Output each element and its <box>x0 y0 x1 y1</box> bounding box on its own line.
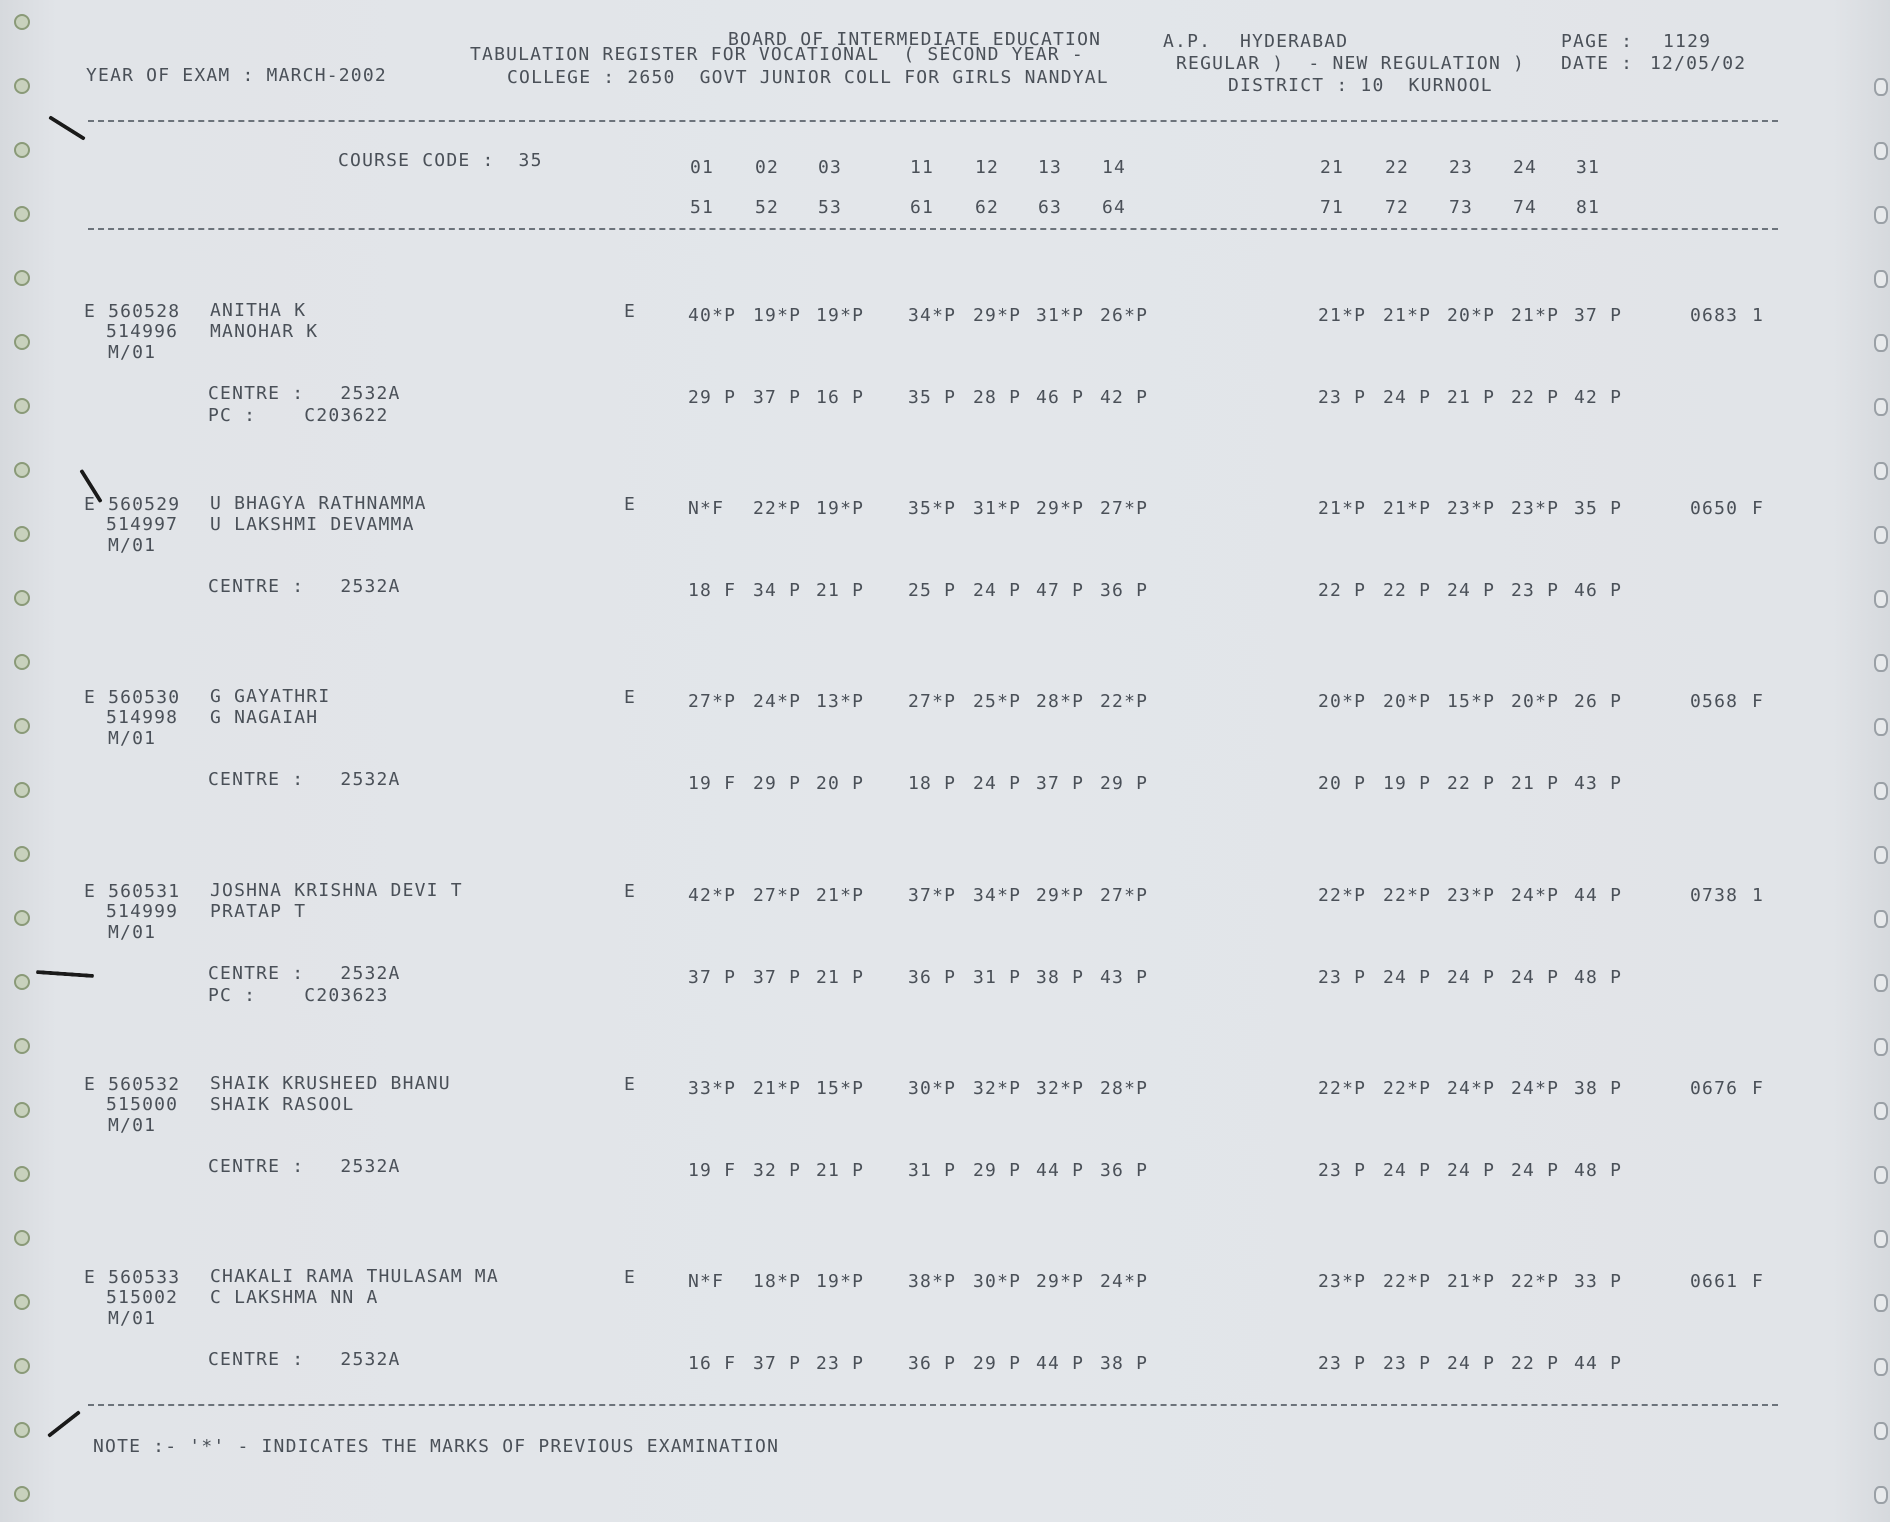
mark-cell: 19*P <box>753 305 802 326</box>
mark-cell: 24 P <box>1383 387 1432 408</box>
result-code: F <box>1752 1271 1765 1292</box>
mark-cell: 36 P <box>908 967 957 988</box>
mark-cell: 44 P <box>1574 1353 1623 1374</box>
course-code-cell: 73 <box>1449 197 1474 218</box>
mark-cell: 22*P <box>1318 885 1367 906</box>
mark-cell: 42*P <box>688 885 737 906</box>
feed-hole <box>1874 398 1888 416</box>
student-name: U BHAGYA RATHNAMMA <box>210 493 427 514</box>
parent-name: G NAGAIAH <box>210 707 319 728</box>
parent-name: MANOHAR K <box>210 321 319 342</box>
mark-cell: 22 P <box>1511 387 1560 408</box>
student-name: ANITHA K <box>210 300 307 321</box>
mark-cell: 25*P <box>973 691 1022 712</box>
feed-hole <box>1874 462 1888 480</box>
mark-cell: 26*P <box>1100 305 1149 326</box>
mark-cell: 27*P <box>1100 885 1149 906</box>
student-name: JOSHNA KRISHNA DEVI T <box>210 880 463 901</box>
mark-cell: 23 P <box>1318 1353 1367 1374</box>
feed-hole <box>14 334 30 350</box>
student-name: CHAKALI RAMA THULASAM MA <box>210 1266 499 1287</box>
course-code-cell: 64 <box>1102 197 1127 218</box>
mark-cell: 15*P <box>816 1078 865 1099</box>
mark-cell: 23*P <box>1511 498 1560 519</box>
feed-hole <box>1874 1230 1888 1248</box>
group-code: M/01 <box>108 535 157 556</box>
mark-cell: 29 P <box>973 1353 1022 1374</box>
feed-hole <box>14 14 30 30</box>
mark-cell: 38 P <box>1036 967 1085 988</box>
total-marks: 0650 <box>1690 498 1739 519</box>
mark-cell: 16 P <box>816 387 865 408</box>
result-code: 1 <box>1752 885 1765 906</box>
centre-label: CENTRE : 2532A <box>208 1349 401 1370</box>
total-marks: 0683 <box>1690 305 1739 326</box>
feed-hole <box>1874 270 1888 288</box>
mark-cell: 26 P <box>1574 691 1623 712</box>
mark-cell: 31*P <box>1036 305 1085 326</box>
mark-cell: 21*P <box>1383 305 1432 326</box>
mark-cell: 27*P <box>908 691 957 712</box>
group-code: M/01 <box>108 922 157 943</box>
course-code-cell: 51 <box>690 197 715 218</box>
feed-hole <box>1874 718 1888 736</box>
tractor-feed-holes-left <box>14 0 38 1522</box>
feed-hole <box>14 1358 30 1374</box>
divider-bottom <box>88 1404 1778 1406</box>
mark-cell: 38 P <box>1100 1353 1149 1374</box>
centre-label: CENTRE : 2532A <box>208 576 401 597</box>
feed-hole <box>14 1102 30 1118</box>
mark-cell: 15*P <box>1447 691 1496 712</box>
mark-cell: 37*P <box>908 885 957 906</box>
mark-cell: 24 P <box>1383 1160 1432 1181</box>
mark-cell: 44 P <box>1036 1353 1085 1374</box>
mark-cell: 42 P <box>1574 387 1623 408</box>
mark-cell: 24*P <box>1511 1078 1560 1099</box>
mark-cell: 19 P <box>1383 773 1432 794</box>
board-title: BOARD OF INTERMEDIATE EDUCATION <box>728 29 1102 50</box>
mark-cell: 20*P <box>1511 691 1560 712</box>
course-code-cell: 74 <box>1513 197 1538 218</box>
student-id: E 560532 <box>84 1074 181 1095</box>
mark-cell: 22*P <box>1100 691 1149 712</box>
mark-cell: 27*P <box>753 885 802 906</box>
mark-cell: 27*P <box>688 691 737 712</box>
feed-hole <box>14 462 30 478</box>
feed-hole <box>14 142 30 158</box>
mark-cell: 21*P <box>753 1078 802 1099</box>
mark-cell: 23 P <box>816 1353 865 1374</box>
mark-cell: 37 P <box>753 1353 802 1374</box>
mark-cell: 22 P <box>1383 580 1432 601</box>
course-code-cell: 22 <box>1385 157 1410 178</box>
mark-cell: 23*P <box>1447 885 1496 906</box>
roll-number: 514998 <box>106 707 179 728</box>
mark-cell: 24 P <box>1447 1353 1496 1374</box>
mark-cell: 29 P <box>973 1160 1022 1181</box>
mark-cell: 24*P <box>753 691 802 712</box>
medium-code: E <box>624 687 637 708</box>
mark-cell: 29*P <box>973 305 1022 326</box>
result-code: F <box>1752 691 1765 712</box>
mark-cell: 22*P <box>1383 885 1432 906</box>
student-name: SHAIK KRUSHEED BHANU <box>210 1073 451 1094</box>
mark-cell: 47 P <box>1036 580 1085 601</box>
mark-cell: 23 P <box>1318 1160 1367 1181</box>
feed-hole <box>14 78 30 94</box>
mark-cell: 28*P <box>1100 1078 1149 1099</box>
mark-cell: 19*P <box>816 498 865 519</box>
centre-label: CENTRE : 2532A <box>208 769 401 790</box>
course-code-cell: 23 <box>1449 157 1474 178</box>
mark-cell: 24*P <box>1447 1078 1496 1099</box>
student-name: G GAYATHRI <box>210 686 331 707</box>
feed-hole <box>1874 846 1888 864</box>
mark-cell: 21 P <box>816 967 865 988</box>
mark-cell: 29 P <box>688 387 737 408</box>
page-number: 1129 <box>1663 31 1712 52</box>
mark-cell: 24 P <box>1447 1160 1496 1181</box>
mark-cell: 20*P <box>1383 691 1432 712</box>
year-of-exam: YEAR OF EXAM : MARCH-2002 <box>86 65 387 86</box>
mark-cell: 21*P <box>816 885 865 906</box>
mark-cell: 44 P <box>1036 1160 1085 1181</box>
mark-cell: N*F <box>688 498 725 519</box>
course-code-cell: 11 <box>910 157 935 178</box>
mark-cell: 38 P <box>1574 1078 1623 1099</box>
course-code-cell: 13 <box>1038 157 1063 178</box>
mark-cell: 16 F <box>688 1353 737 1374</box>
course-code-cell: 24 <box>1513 157 1538 178</box>
mark-cell: 43 P <box>1574 773 1623 794</box>
feed-hole <box>1874 590 1888 608</box>
feed-hole <box>14 1230 30 1246</box>
mark-cell: 23*P <box>1318 1271 1367 1292</box>
mark-cell: 37 P <box>753 387 802 408</box>
date-label: DATE : <box>1561 53 1634 74</box>
mark-cell: 48 P <box>1574 967 1623 988</box>
result-code: F <box>1752 1078 1765 1099</box>
feed-hole <box>14 718 30 734</box>
group-code: M/01 <box>108 1115 157 1136</box>
mark-cell: 38*P <box>908 1271 957 1292</box>
mark-cell: 21 P <box>816 580 865 601</box>
feed-hole <box>14 782 30 798</box>
student-id: E 560530 <box>84 687 181 708</box>
mark-cell: 24*P <box>1511 885 1560 906</box>
pen-tick-mark <box>47 1410 81 1438</box>
mark-cell: 27*P <box>1100 498 1149 519</box>
mark-cell: 42 P <box>1100 387 1149 408</box>
mark-cell: 24 P <box>1383 967 1432 988</box>
mark-cell: 35*P <box>908 498 957 519</box>
roll-number: 514997 <box>106 514 179 535</box>
mark-cell: 37 P <box>688 967 737 988</box>
centre-label: CENTRE : 2532A <box>208 1156 401 1177</box>
feed-hole <box>14 270 30 286</box>
feed-hole <box>1874 1166 1888 1184</box>
parent-name: SHAIK RASOOL <box>210 1094 355 1115</box>
pc-label: PC : C203623 <box>208 985 389 1006</box>
mark-cell: 44 P <box>1574 885 1623 906</box>
mark-cell: 19*P <box>816 305 865 326</box>
result-code: 1 <box>1752 305 1765 326</box>
mark-cell: 22*P <box>1511 1271 1560 1292</box>
mark-cell: 23 P <box>1383 1353 1432 1374</box>
mark-cell: 29*P <box>1036 1271 1085 1292</box>
mark-cell: 28 P <box>973 387 1022 408</box>
feed-hole <box>1874 142 1888 160</box>
mark-cell: 29*P <box>1036 498 1085 519</box>
mark-cell: 34*P <box>973 885 1022 906</box>
pen-tick-mark <box>36 970 94 978</box>
course-code: COURSE CODE : 35 <box>338 150 543 171</box>
divider-header <box>88 228 1778 230</box>
feed-hole <box>1874 1486 1888 1504</box>
course-code-cell: 03 <box>818 157 843 178</box>
course-code-cell: 02 <box>755 157 780 178</box>
mark-cell: 40*P <box>688 305 737 326</box>
mark-cell: 36 P <box>908 1353 957 1374</box>
pen-tick-mark <box>48 115 86 141</box>
city-label: HYDERABAD <box>1240 31 1349 52</box>
medium-code: E <box>624 301 637 322</box>
mark-cell: 21*P <box>1511 305 1560 326</box>
total-marks: 0738 <box>1690 885 1739 906</box>
mark-cell: 35 P <box>1574 498 1623 519</box>
mark-cell: 21*P <box>1318 305 1367 326</box>
course-code-cell: 62 <box>975 197 1000 218</box>
mark-cell: 37 P <box>1574 305 1623 326</box>
date-value: 12/05/02 <box>1650 53 1747 74</box>
mark-cell: 24*P <box>1100 1271 1149 1292</box>
mark-cell: 30*P <box>973 1271 1022 1292</box>
medium-code: E <box>624 881 637 902</box>
mark-cell: 24 P <box>1447 967 1496 988</box>
mark-cell: 34*P <box>908 305 957 326</box>
feed-hole <box>1874 1038 1888 1056</box>
mark-cell: 18*P <box>753 1271 802 1292</box>
total-marks: 0661 <box>1690 1271 1739 1292</box>
mark-cell: 32*P <box>1036 1078 1085 1099</box>
mark-cell: 48 P <box>1574 1160 1623 1181</box>
mark-cell: 18 P <box>908 773 957 794</box>
mark-cell: 43 P <box>1100 967 1149 988</box>
feed-hole <box>1874 78 1888 96</box>
feed-hole <box>14 206 30 222</box>
mark-cell: 22*P <box>1383 1271 1432 1292</box>
total-marks: 0568 <box>1690 691 1739 712</box>
mark-cell: 24 P <box>1511 967 1560 988</box>
course-code-cell: 71 <box>1320 197 1345 218</box>
feed-hole <box>1874 1102 1888 1120</box>
mark-cell: 22 P <box>1447 773 1496 794</box>
mark-cell: 20 P <box>1318 773 1367 794</box>
mark-cell: 37 P <box>753 967 802 988</box>
feed-hole <box>14 910 30 926</box>
mark-cell: 23*P <box>1447 498 1496 519</box>
mark-cell: 22*P <box>1383 1078 1432 1099</box>
course-code-cell: 14 <box>1102 157 1127 178</box>
feed-hole <box>1874 206 1888 224</box>
group-code: M/01 <box>108 728 157 749</box>
mark-cell: 46 P <box>1574 580 1623 601</box>
footnote: NOTE :- '*' - INDICATES THE MARKS OF PREVIOUS EXAMINATION <box>93 1436 780 1457</box>
feed-hole <box>1874 1422 1888 1440</box>
course-code-cell: 21 <box>1320 157 1345 178</box>
feed-hole <box>14 1486 30 1502</box>
mark-cell: 23 P <box>1318 967 1367 988</box>
mark-cell: 30*P <box>908 1078 957 1099</box>
centre-label: CENTRE : 2532A <box>208 383 401 404</box>
feed-hole <box>1874 334 1888 352</box>
student-id: E 560533 <box>84 1267 181 1288</box>
mark-cell: 19 F <box>688 1160 737 1181</box>
register-title: TABULATION REGISTER FOR VOCATIONAL ( SECOND YEAR - <box>470 44 1084 65</box>
roll-number: 515002 <box>106 1287 179 1308</box>
pc-label: PC : C203622 <box>208 405 389 426</box>
course-code-cell: 52 <box>755 197 780 218</box>
medium-code: E <box>624 494 637 515</box>
mark-cell: 24 P <box>973 773 1022 794</box>
student-id: E 560529 <box>84 494 181 515</box>
mark-cell: 36 P <box>1100 1160 1149 1181</box>
feed-hole <box>14 526 30 542</box>
mark-cell: 20 P <box>816 773 865 794</box>
feed-hole <box>14 1422 30 1438</box>
mark-cell: 31 P <box>973 967 1022 988</box>
mark-cell: 22*P <box>1318 1078 1367 1099</box>
roll-number: 515000 <box>106 1094 179 1115</box>
mark-cell: 18 F <box>688 580 737 601</box>
total-marks: 0676 <box>1690 1078 1739 1099</box>
mark-cell: 21 P <box>816 1160 865 1181</box>
course-code-cell: 12 <box>975 157 1000 178</box>
feed-hole <box>1874 1358 1888 1376</box>
divider-top <box>88 120 1778 122</box>
course-code-cell: 81 <box>1576 197 1601 218</box>
group-code: M/01 <box>108 342 157 363</box>
feed-hole <box>1874 910 1888 928</box>
mark-cell: 33*P <box>688 1078 737 1099</box>
feed-hole <box>1874 1294 1888 1312</box>
parent-name: C LAKSHMA NN A <box>210 1287 379 1308</box>
mark-cell: 13*P <box>816 691 865 712</box>
mark-cell: 21*P <box>1383 498 1432 519</box>
mark-cell: 21 P <box>1511 773 1560 794</box>
course-code-cell: 53 <box>818 197 843 218</box>
mark-cell: 36 P <box>1100 580 1149 601</box>
course-code-cell: 72 <box>1385 197 1410 218</box>
feed-hole <box>14 974 30 990</box>
medium-code: E <box>624 1267 637 1288</box>
feed-hole <box>1874 974 1888 992</box>
feed-hole <box>14 654 30 670</box>
mark-cell: 32*P <box>973 1078 1022 1099</box>
feed-hole <box>14 398 30 414</box>
mark-cell: 22*P <box>753 498 802 519</box>
group-code: M/01 <box>108 1308 157 1329</box>
medium-code: E <box>624 1074 637 1095</box>
feed-hole <box>1874 526 1888 544</box>
mark-cell: 35 P <box>908 387 957 408</box>
feed-hole <box>14 590 30 606</box>
mark-cell: 21*P <box>1447 1271 1496 1292</box>
mark-cell: 24 P <box>973 580 1022 601</box>
page-label: PAGE : <box>1561 31 1634 52</box>
roll-number: 514999 <box>106 901 179 922</box>
college-label: COLLEGE : 2650 GOVT JUNIOR COLL FOR GIRLS NANDYAL <box>507 67 1109 88</box>
result-code: F <box>1752 498 1765 519</box>
mark-cell: 21*P <box>1318 498 1367 519</box>
course-code-cell: 61 <box>910 197 935 218</box>
feed-hole <box>1874 654 1888 672</box>
mark-cell: 37 P <box>1036 773 1085 794</box>
district-label: DISTRICT : 10 KURNOOL <box>1228 75 1493 96</box>
course-code-cell: 63 <box>1038 197 1063 218</box>
mark-cell: 20*P <box>1447 305 1496 326</box>
mark-cell: 19 F <box>688 773 737 794</box>
parent-name: PRATAP T <box>210 901 307 922</box>
mark-cell: 25 P <box>908 580 957 601</box>
mark-cell: 19*P <box>816 1271 865 1292</box>
mark-cell: 21 P <box>1447 387 1496 408</box>
mark-cell: 29 P <box>1100 773 1149 794</box>
mark-cell: 31 P <box>908 1160 957 1181</box>
mark-cell: N*F <box>688 1271 725 1292</box>
parent-name: U LAKSHMI DEVAMMA <box>210 514 415 535</box>
feed-hole <box>1874 782 1888 800</box>
mark-cell: 31*P <box>973 498 1022 519</box>
course-code-cell: 31 <box>1576 157 1601 178</box>
mark-cell: 24 P <box>1447 580 1496 601</box>
mark-cell: 22 P <box>1511 1353 1560 1374</box>
centre-label: CENTRE : 2532A <box>208 963 401 984</box>
mark-cell: 32 P <box>753 1160 802 1181</box>
feed-hole <box>14 1294 30 1310</box>
mark-cell: 23 P <box>1318 387 1367 408</box>
course-code-cell: 01 <box>690 157 715 178</box>
mark-cell: 46 P <box>1036 387 1085 408</box>
mark-cell: 33 P <box>1574 1271 1623 1292</box>
student-id: E 560531 <box>84 881 181 902</box>
student-id: E 560528 <box>84 301 181 322</box>
mark-cell: 34 P <box>753 580 802 601</box>
regulation-label: REGULAR ) - NEW REGULATION ) <box>1176 53 1526 74</box>
feed-hole <box>14 846 30 862</box>
mark-cell: 24 P <box>1511 1160 1560 1181</box>
state-label: A.P. <box>1163 31 1212 52</box>
mark-cell: 29 P <box>753 773 802 794</box>
roll-number: 514996 <box>106 321 179 342</box>
mark-cell: 22 P <box>1318 580 1367 601</box>
feed-hole <box>14 1038 30 1054</box>
mark-cell: 29*P <box>1036 885 1085 906</box>
tractor-feed-holes-right <box>1874 0 1890 1522</box>
mark-cell: 28*P <box>1036 691 1085 712</box>
mark-cell: 20*P <box>1318 691 1367 712</box>
mark-cell: 23 P <box>1511 580 1560 601</box>
feed-hole <box>14 1166 30 1182</box>
